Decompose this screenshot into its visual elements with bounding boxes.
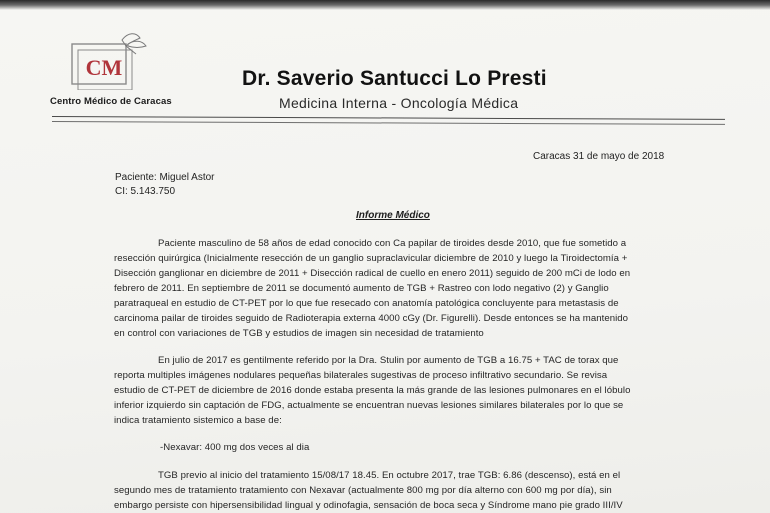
body-line: en control con variaciones de TGB y estudios de imagen sin necesidad de tratamiento xyxy=(114,328,484,339)
header-divider-thin xyxy=(52,121,725,125)
doctor-name: Dr. Saverio Santucci Lo Presti xyxy=(242,67,547,90)
body-line: segundo mes de tratamiento tratamiento con Nexavar (actualmente 800 mg por día alterno con 600 mg por día), sin xyxy=(114,485,612,496)
report-date: Caracas 31 de mayo de 2018 xyxy=(533,151,665,162)
body-line: resección quirúrgica (Inicialmente resección de un ganglio supraclavicular diciembre de 2010 y luego la Tiroidectomía + xyxy=(114,253,628,264)
medication-line: -Nexavar: 400 mg dos veces al dia xyxy=(160,442,310,453)
body-line: Paciente masculino de 58 años de edad conocido con Ca papilar de tiroides desde 2010, que fue sometido a xyxy=(158,238,627,249)
body-line: reporta multiples imágenes nodulares pequeñas bilaterales sugestivas de proceso infiltrativo secundario. Se revisa xyxy=(114,370,608,381)
patient-id: CI: 5.143.750 xyxy=(115,186,176,197)
body-line: En julio de 2017 es gentilmente referido por la Dra. Stulin por aumento de TGB a 16.75 + TAC de torax que xyxy=(158,355,619,366)
body-line: febrero de 2011. En septiembre de 2011 se documentó aumento de TGB + Rastreo con lodo negativo (2) y Ganglio xyxy=(114,283,609,294)
body-line: indica tratamiento sistemico a base de: xyxy=(114,415,282,426)
logo-lettering: CM xyxy=(85,55,123,80)
scan-edge-shadow xyxy=(0,0,770,10)
body-line: inferior izquierdo sin captación de FDG, actualmente se encuentran nuevas lesiones similares bilaterales por lo que se xyxy=(114,400,624,411)
body-line: embargo persiste con hipersensibilidad lingual y odinofagia, sensación de boca seca y Síndrome mano pie grado III/IV xyxy=(114,500,623,511)
doctor-specialty: Medicina Interna - Oncología Médica xyxy=(279,95,519,111)
body-line: Disección ganglionar en diciembre de 2011 + Disección radical de cuello en enero 2011) seguido de 200 mCi de lodo en xyxy=(114,268,631,279)
body-line: paratraqueal en estudio de CT-PET por lo que fue resecado con anatomía patológica concluyente para metastasis de xyxy=(114,298,619,309)
clinic-logo xyxy=(66,30,150,90)
body-line: estudio de CT-PET de diciembre de 2016 donde estaba presenta la más grande de las lesiones pulmonares en el lóbulo xyxy=(114,385,631,396)
header-divider xyxy=(52,116,725,120)
clinic-name: Centro Médico de Caracas xyxy=(50,96,172,107)
body-line: TGB previo al inicio del tratamiento 15/08/17 18.45. En octubre 2017, trae TGB: 6.86 (descenso), está en el xyxy=(158,470,621,481)
patient-name: Paciente: Miguel Astor xyxy=(115,172,215,183)
body-line: carcinoma pailar de tiroides seguido de Radioterapia externa 4000 cGy (Dr. Figurelli). Desde entonces se ha mantenido xyxy=(114,313,629,324)
report-title: Informe Médico xyxy=(356,210,430,221)
